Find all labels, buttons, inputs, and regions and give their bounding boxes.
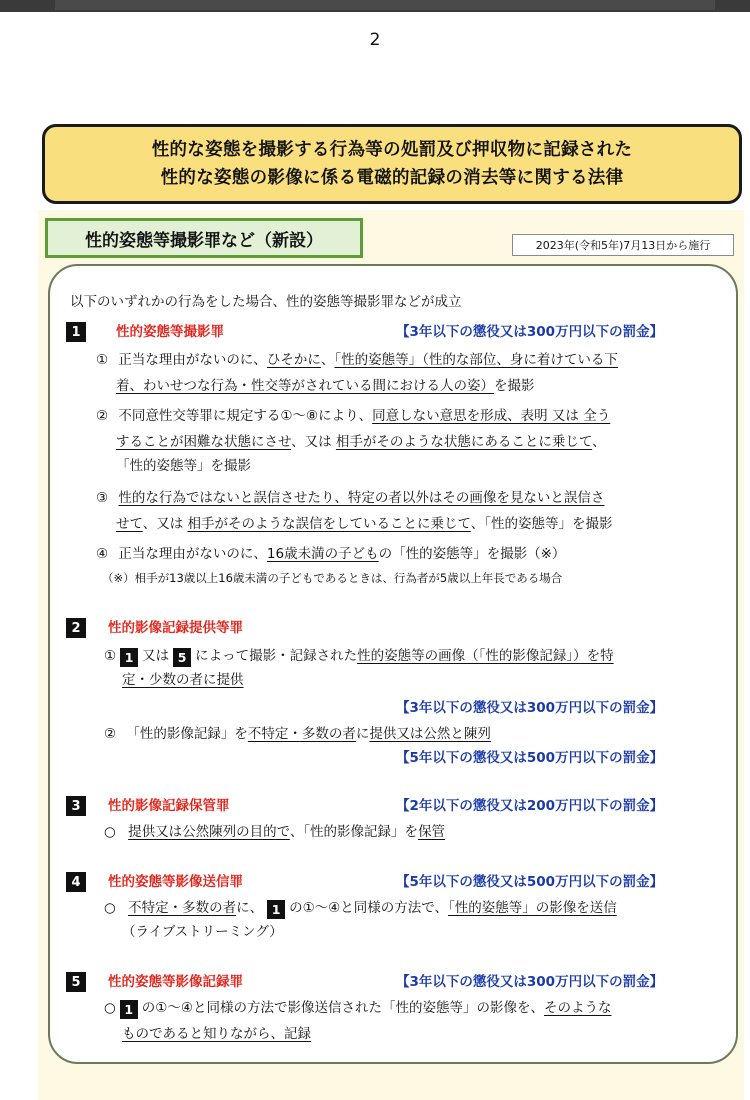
s2-item-1-marker: ① (104, 648, 117, 664)
s1-item-1-text-d: 「性的姿態等」（性的な部位、身に着けている下 (334, 352, 618, 368)
ref-box-5: 5 (173, 648, 191, 667)
s4-text-a: 不特定・多数の者 (128, 900, 237, 916)
section-2-number: 2 (66, 618, 86, 638)
s5-text-b: そのような (544, 1000, 612, 1016)
s2-item-2-marker: ② (104, 726, 117, 742)
s2-item-1-text-d: 定・少数の者に提供 (122, 672, 244, 688)
s1-note: （※）相手が13歳以上16歳未満の子どもであるときは、行為者が5歳以上年長である場合 (102, 571, 563, 585)
s5-item-line-1 (104, 998, 612, 1019)
s2-item-1-text-b: によって撮影・記録された (195, 648, 358, 664)
section-5-name: 性的姿態等影像記録罪 (108, 974, 243, 990)
title-line-1: 性的な姿態を撮影する行為等の処罰及び押収物に記録された (151, 140, 633, 160)
s1-item-2-marker: ② (96, 408, 109, 424)
s2-penalty-1: 【3年以下の懲役又は300万円以下の罰金】 (396, 700, 664, 716)
s1-item-3-text-b: せて (116, 516, 143, 532)
section-4-number: 4 (66, 872, 86, 892)
section-1-name: 性的姿態等撮影罪 (116, 324, 224, 340)
s1-item-3-text-c: 、又は (142, 516, 188, 532)
s2-item-1-text-a: 又は (142, 648, 170, 664)
s1-item-4-text-a: 正当な理由がないのに、 (118, 546, 267, 562)
s1-item-1-text-a: 正当な理由がないのに、 (118, 352, 267, 368)
s1-item-1-text-b: ひそかに (266, 352, 321, 368)
ref-box-1: 1 (120, 648, 138, 667)
s1-item-1-line-1 (96, 350, 618, 370)
s5-text-a: の①～④と同様の方法で影像送信された「性的姿態等」の影像を、 (141, 1000, 544, 1016)
s1-item-3-line-1 (96, 488, 604, 508)
s4-text-c: の①～④と同様の方法で、 (289, 900, 449, 916)
s2-item-2-text-c: に (355, 726, 370, 742)
s1-item-1-line-2 (116, 376, 535, 396)
s1-item-2-text-a: 不同意性交等罪に規定する①～⑧により、 (118, 408, 373, 424)
page-number: 2 (369, 30, 381, 50)
section-3-name: 性的影像記録保管罪 (108, 798, 230, 814)
s1-item-1-marker: ① (96, 352, 109, 368)
s1-item-2-text-f: 、 (592, 434, 606, 450)
s4-item-line-2: （ライブストリーミング） (122, 924, 283, 940)
s3-text-c: 保管 (418, 824, 446, 840)
document-title (42, 124, 742, 204)
title-line-2: 性的な姿態の影像に係る電磁的記録の消去等に関する法律 (160, 168, 624, 188)
s3-item (104, 822, 445, 842)
s1-item-1-text-e: 着、わいせつな行為・性交等がされている間における人の姿） (116, 378, 494, 394)
section-heading: 性的姿態等撮影罪など（新設） (45, 218, 363, 258)
s1-item-2-text-b: 同意しない意思を形成、表明 又は 全う (372, 408, 611, 424)
top-bar-inner (55, 0, 715, 10)
s3-text-b: 、「性的影像記録」を (289, 824, 419, 840)
s1-item-2-line-2 (116, 432, 606, 452)
s1-item-3-marker: ③ (96, 490, 109, 506)
s2-item-2-text-a: 「性的影像記録」を (126, 726, 248, 742)
s3-text-a: 提供又は公然陳列の目的で (128, 824, 290, 840)
section-2-name: 性的影像記録提供等罪 (108, 620, 243, 636)
section-3-number: 3 (66, 796, 86, 816)
s4-text-b: に、 (236, 900, 264, 916)
s5-item-line-2 (122, 1024, 311, 1044)
s1-item-4 (96, 544, 565, 564)
s4-text-d: 「性的姿態等」の影像を送信 (448, 900, 617, 916)
s2-item-2 (104, 724, 491, 744)
s1-item-3-line-2 (116, 514, 613, 534)
s1-item-4-text-b: 16歳未満の子ども (266, 546, 379, 562)
section-1-penalty: 【3年以下の懲役又は300万円以下の罰金】 (396, 324, 664, 340)
section-1-number: 1 (66, 322, 86, 342)
s1-item-1-text-c: 、 (320, 352, 335, 368)
section-5-penalty: 【3年以下の懲役又は300万円以下の罰金】 (396, 974, 664, 990)
s4-item-line-1 (104, 898, 617, 919)
s2-item-2-text-d: 提供又は公然と陳列 (369, 726, 491, 742)
s1-item-2-text-c: することが困難な状態にさせ (116, 434, 292, 450)
intro-text: 以下のいずれかの行為をした場合、性的姿態等撮影罪などが成立 (70, 294, 462, 310)
section-3-penalty: 【2年以下の懲役又は200万円以下の罰金】 (396, 798, 664, 814)
s1-item-2-text-d: 、又は (291, 434, 336, 450)
section-4-penalty: 【5年以下の懲役又は500万円以下の罰金】 (396, 874, 664, 890)
top-bar (0, 0, 750, 12)
s2-item-1-line-2 (122, 670, 244, 690)
s2-item-1-line-1 (104, 646, 614, 667)
section-4-name: 性的姿態等影像送信罪 (108, 874, 243, 890)
section-5-number: 5 (66, 972, 86, 992)
ref-box-1: 1 (267, 900, 285, 919)
effective-date-badge: 2023年(令和5年)7月13日から施行 (512, 234, 734, 256)
s1-item-3-text-e: 、「性的姿態等」を撮影 (470, 516, 613, 532)
s1-item-2-line-1 (96, 406, 610, 426)
s1-item-3-text-d: 相手がそのような誤信をしていることに乗じて (187, 516, 471, 532)
s1-item-2-text-e: 相手がそのような状態にあることに乗じて (335, 434, 593, 450)
s1-item-4-text-c: の「性的姿態等」を撮影（※） (378, 546, 566, 562)
s5-text-c: ものであると知りながら、記録 (122, 1026, 311, 1042)
s1-item-4-marker: ④ (96, 546, 109, 562)
s2-item-1-text-c: 性的姿態等の画像（「性的影像記録」）を特 (357, 648, 614, 664)
s2-item-2-text-b: 不特定・多数の者 (247, 726, 356, 742)
s3-marker: ○ (104, 824, 116, 840)
s5-marker: ○ (104, 1000, 116, 1016)
ref-box-1: 1 (120, 1000, 138, 1019)
s1-item-3-text-a: 性的な行為ではないと誤信させたり、特定の者以外はその画像を見ないと誤信さ (118, 490, 605, 506)
s4-marker: ○ (104, 900, 116, 916)
s1-item-1-text-f: を撮影 (494, 378, 535, 394)
s2-penalty-2: 【5年以下の懲役又は500万円以下の罰金】 (396, 750, 664, 766)
s1-item-2-line-3: 「性的姿態等」を撮影 (116, 458, 251, 474)
